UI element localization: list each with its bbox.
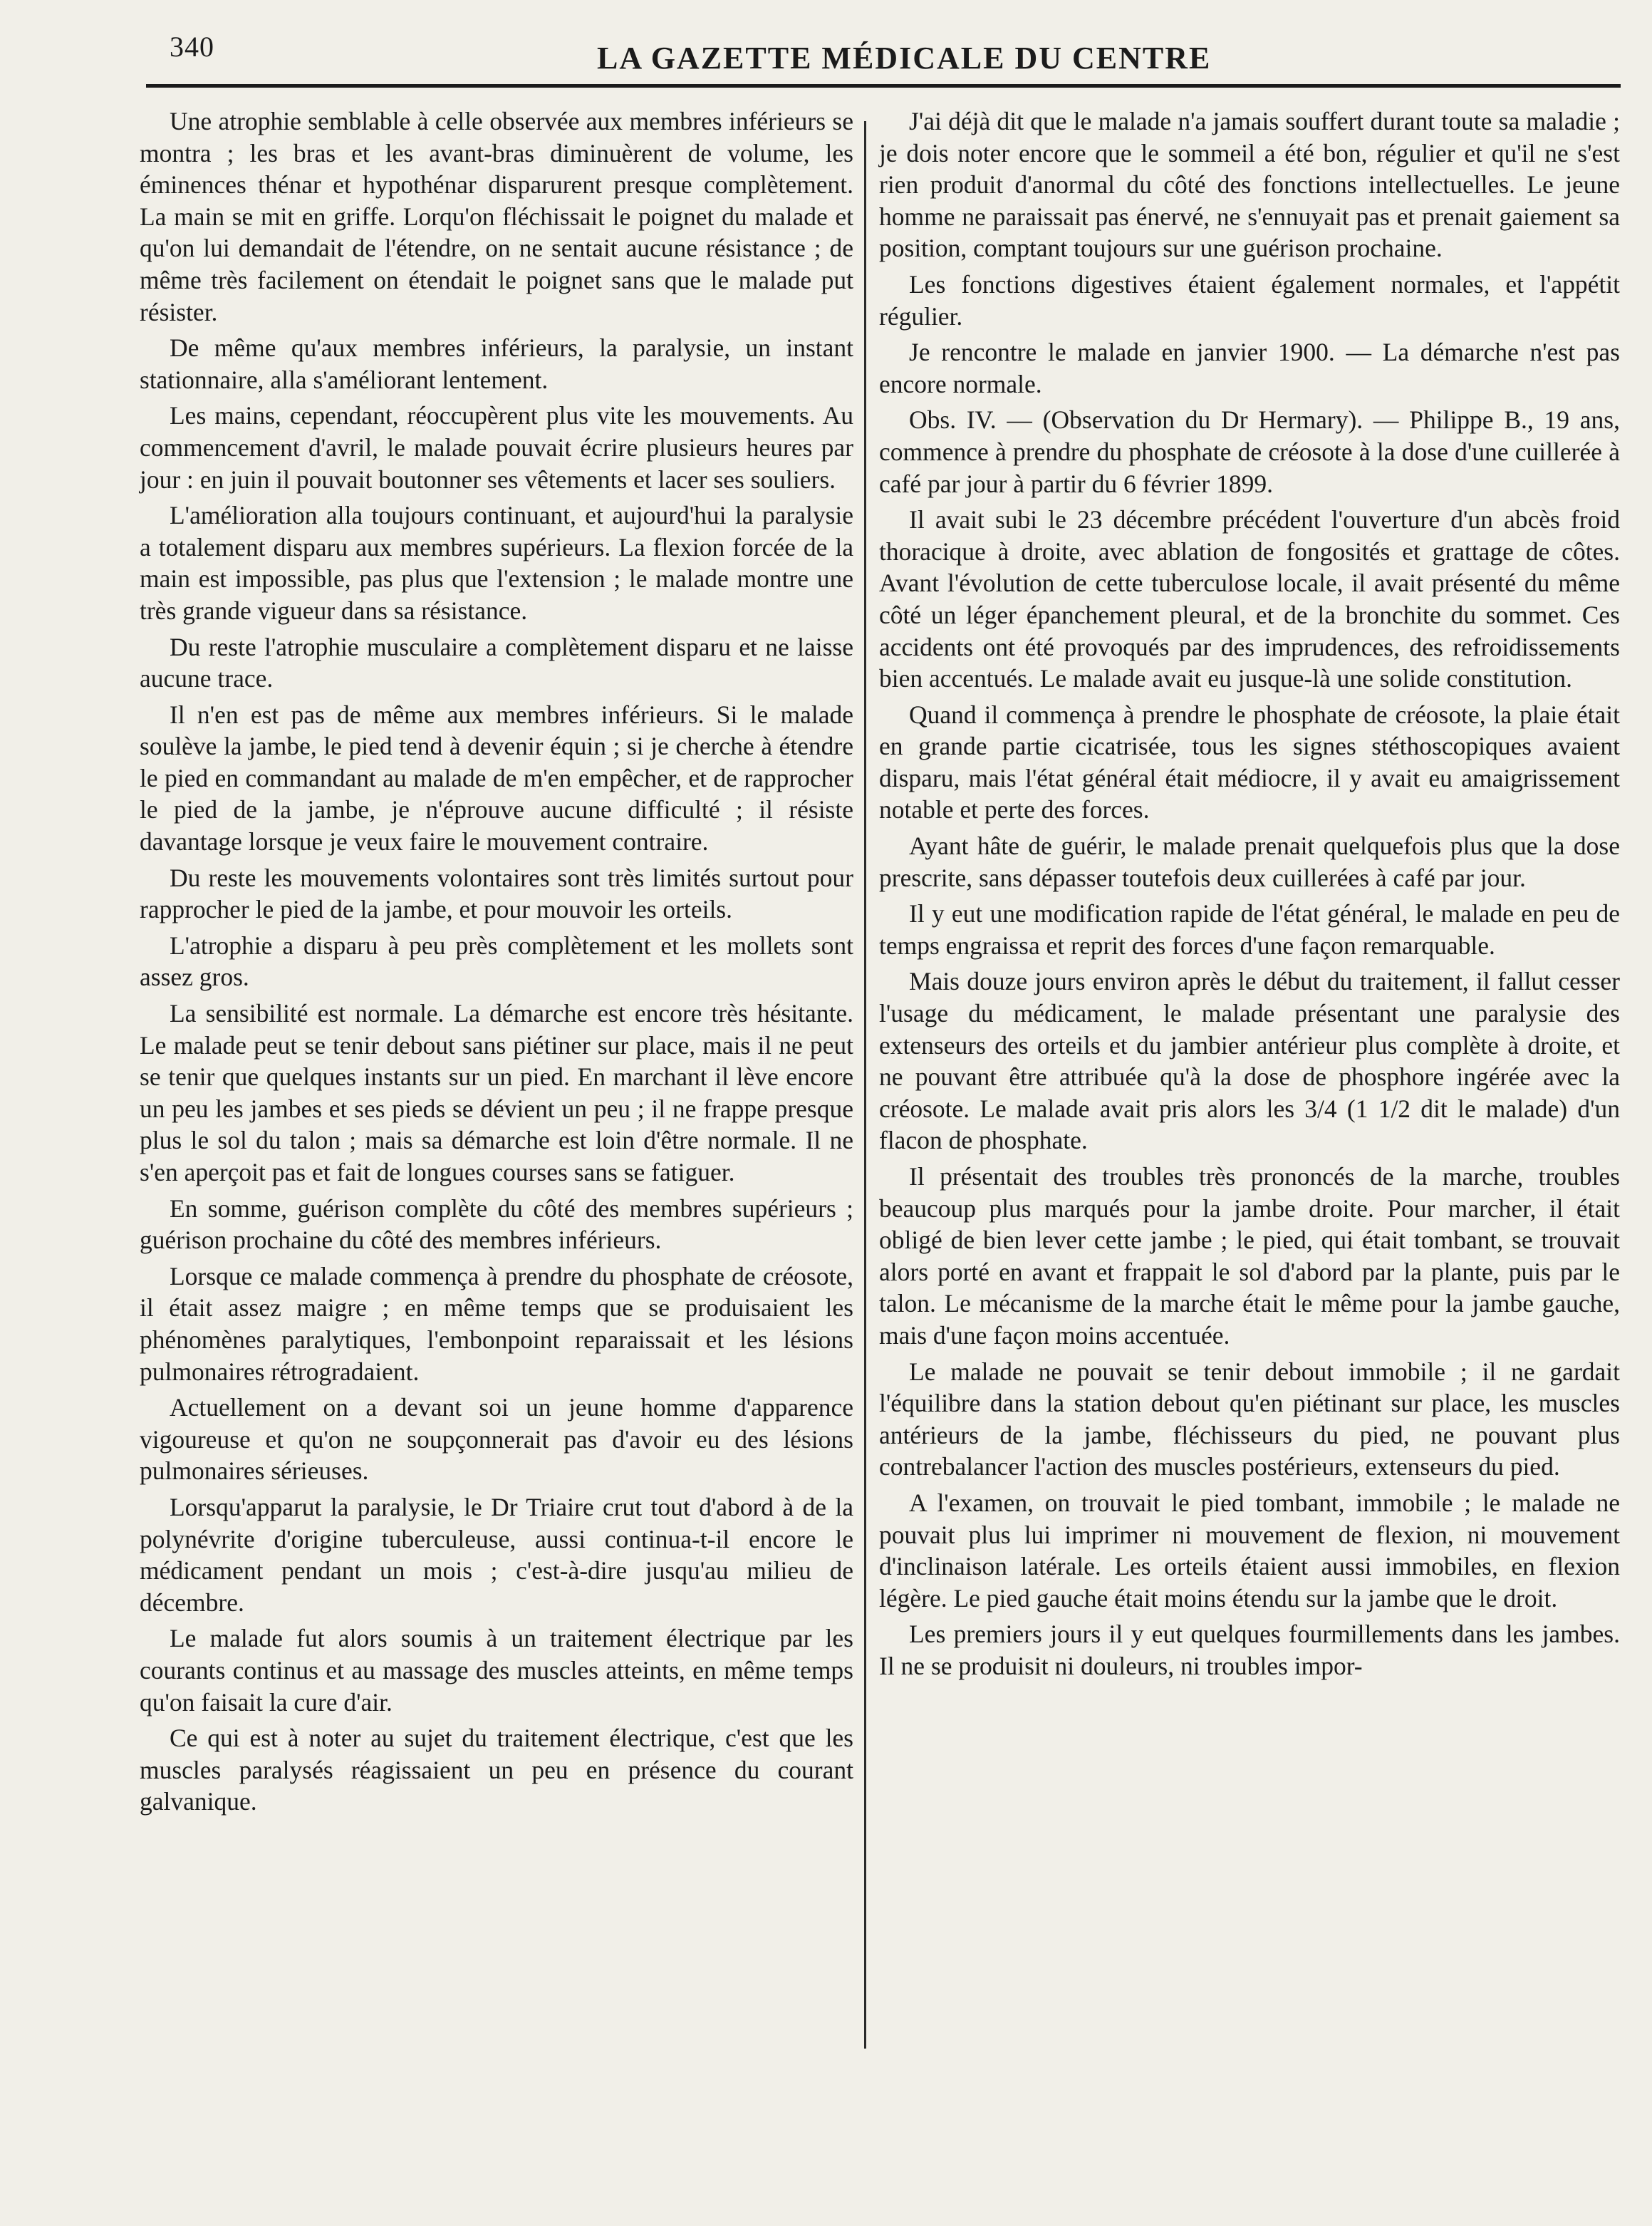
paragraph: L'atrophie a disparu à peu près complètement et les mollets sont assez gros. (140, 931, 853, 992)
paragraph: Les premiers jours il y eut quelques fourmillements dans les jambes. Il ne se produisit ni douleurs, ni troubles impor- (879, 1620, 1620, 1680)
page-number: 340 (170, 31, 214, 63)
left-column (140, 105, 853, 1822)
paragraph: Quand il commença à prendre le phosphate de créosote, la plaie était en grande partie cicatrisée, tous les signes stéthoscopiques avaient disparu, mais l'état général était médiocre, il y avait eu amaigrissement notable et perte des forces. (879, 700, 1620, 824)
paragraph: Je rencontre le malade en janvier 1900. — La démarche n'est pas encore normale. (879, 338, 1620, 398)
header-rule (146, 84, 1621, 88)
paragraph: La sensibilité est normale. La démarche est encore très hésitante. Le malade peut se tenir debout sans piétiner sur place, mais il ne peut se tenir que quelques instants sur un pied. En marchant il lève encore un peu les jambes et ses pieds se dévient un peu ; il ne frappe presque plus le sol du talon ; mais sa démarche est loin d'être normale. Il ne s'en aperçoit pas et fait de longues courses sans se fatiguer. (140, 999, 853, 1186)
paragraph: A l'examen, on trouvait le pied tombant, immobile ; le malade ne pouvait plus lui imprimer ni mouvement de flexion, ni mouvement d'inclinaison latérale. Les orteils étaient aussi immobiles, en flexion légère. Le pied gauche était moins étendu sur la jambe que le droit. (879, 1488, 1620, 1612)
paragraph: Il y eut une modification rapide de l'état général, le malade en peu de temps engraissa et reprit des forces d'une façon remarquable. (879, 899, 1620, 960)
paragraph: Le malade ne pouvait se tenir debout immobile ; il ne gardait l'équilibre dans la station debout qu'en piétinant sur place, les muscles antérieurs de la jambe, fléchisseurs du pied, ne pouvant plus contrebalancer l'action des muscles postérieurs, extenseurs du pied. (879, 1357, 1620, 1481)
column-rule (864, 121, 866, 2049)
paragraph: En somme, guérison complète du côté des membres supérieurs ; guérison prochaine du côté des membres inférieurs. (140, 1194, 853, 1255)
paragraph: Actuellement on a devant soi un jeune homme d'apparence vigoureuse et qu'on ne soupçonnerait pas d'avoir eu des lésions pulmonaires sérieuses. (140, 1393, 853, 1486)
paragraph: Du reste l'atrophie musculaire a complètement disparu et ne laisse aucune trace. (140, 632, 853, 693)
running-title: LA GAZETTE MÉDICALE DU CENTRE (597, 41, 1212, 76)
paragraph: Mais douze jours environ après le début du traitement, il fallut cesser l'usage du médicament, le malade présentant une paralysie des extenseurs des orteils et du jambier antérieur plus complète à droite, et ne pouvant être attribuée qu'à la dose de phosphore ingérée avec la créosote. Le malade avait pris alors les 3/4 (1 1/2 dit le malade) d'un flacon de phosphate. (879, 967, 1620, 1155)
right-column (879, 105, 1620, 1687)
paragraph: Lorsque ce malade commença à prendre du phosphate de créosote, il était assez maigre ; en même temps que se produisaient les phénomènes paralytiques, l'embonpoint reparaissait et les lésions pulmonaires rétrogradaient. (140, 1261, 853, 1386)
paragraph: Lorsqu'apparut la paralysie, le Dr Triaire crut tout d'abord à de la polynévrite d'origine tuberculeuse, aussi continua-t-il encore le médicament pendant un mois ; c'est-à-dire jusqu'au milieu de décembre. (140, 1492, 853, 1617)
paragraph: Obs. IV. — (Observation du Dr Hermary). — Philippe B., 19 ans, commence à prendre du phosphate de créosote à la dose d'une cuillerée à café par jour à partir du 6 février 1899. (879, 405, 1620, 498)
paragraph: Le malade fut alors soumis à un traitement électrique par les courants continus et au massage des muscles atteints, en même temps qu'on faisait la cure d'air. (140, 1624, 853, 1717)
paragraph: Il avait subi le 23 décembre précédent l'ouverture d'un abcès froid thoracique à droite, avec ablation de fongosités et grattage de côtes. Avant l'évolution de cette tuberculose locale, il avait présenté du même côté un léger épanchement pleural, et de la bronchite du sommet. Ces accidents ont été provoqués par des imprudences, des refroidissements bien accentués. Le malade avait eu jusque-là une solide constitution. (879, 505, 1620, 693)
paragraph: L'amélioration alla toujours continuant, et aujourd'hui la paralysie a totalement disparu aux membres supérieurs. La flexion forcée de la main est impossible, pas plus que l'extension ; le malade montre une très grande vigueur dans sa résistance. (140, 501, 853, 625)
paragraph: Une atrophie semblable à celle observée aux membres inférieurs se montra ; les bras et les avant-bras diminuèrent de volume, les éminences thénar et hypothénar disparurent presque complètement. La main se mit en griffe. Lorqu'on fléchissait le poignet du malade et qu'on lui demandait de l'étendre, on ne sentait aucune résistance ; de même très facilement on étendait le poignet sans que le malade put résister. (140, 107, 853, 326)
paragraph: Ce qui est à noter au sujet du traitement électrique, c'est que les muscles paralysés réagissaient un peu en présence du courant galvanique. (140, 1724, 853, 1816)
paragraph: Du reste les mouvements volontaires sont très limités surtout pour rapprocher le pied de la jambe, et pour mouvoir les orteils. (140, 863, 853, 924)
paragraph: Il n'en est pas de même aux membres inférieurs. Si le malade soulève la jambe, le pied tend à devenir équin ; si je cherche à étendre le pied en commandant au malade de m'en empêcher, et de rapprocher le pied de la jambe, je n'éprouve aucune difficulté ; il résiste davantage lorsque je veux faire le mouvement contraire. (140, 700, 853, 856)
paragraph: Il présentait des troubles très prononcés de la marche, troubles beaucoup plus marqués pour la jambe droite. Pour marcher, il était obligé de bien lever cette jambe ; le pied, qui était tombant, se trouvait alors porté en avant et frappait le sol d'abord par la plante, puis par le talon. Le mécanisme de la marche était le même pour la jambe gauche, mais d'une façon moins accentuée. (879, 1162, 1620, 1350)
paragraph: J'ai déjà dit que le malade n'a jamais souffert durant toute sa maladie ; je dois noter encore que le sommeil a été bon, régulier et qu'il ne s'est rien produit d'anormal du côté des fonctions intellectuelles. Le jeune homme ne paraissait pas énervé, ne s'ennuyait pas et prenait gaiement sa position, comptant toujours sur une guérison prochaine. (879, 107, 1620, 263)
paragraph: Ayant hâte de guérir, le malade prenait quelquefois plus que la dose prescrite, sans dépasser toutefois deux cuillerées à café par jour. (879, 832, 1620, 892)
paragraph: Les fonctions digestives étaient également normales, et l'appétit régulier. (879, 269, 1620, 331)
paragraph: De même qu'aux membres inférieurs, la paralysie, un instant stationnaire, alla s'améliorant lentement. (140, 333, 853, 394)
paragraph: Les mains, cependant, réoccupèrent plus vite les mouvements. Au commencement d'avril, le malade pouvait écrire plusieurs heures par jour : en juin il pouvait boutonner ses vêtements et lacer ses souliers. (140, 401, 853, 494)
